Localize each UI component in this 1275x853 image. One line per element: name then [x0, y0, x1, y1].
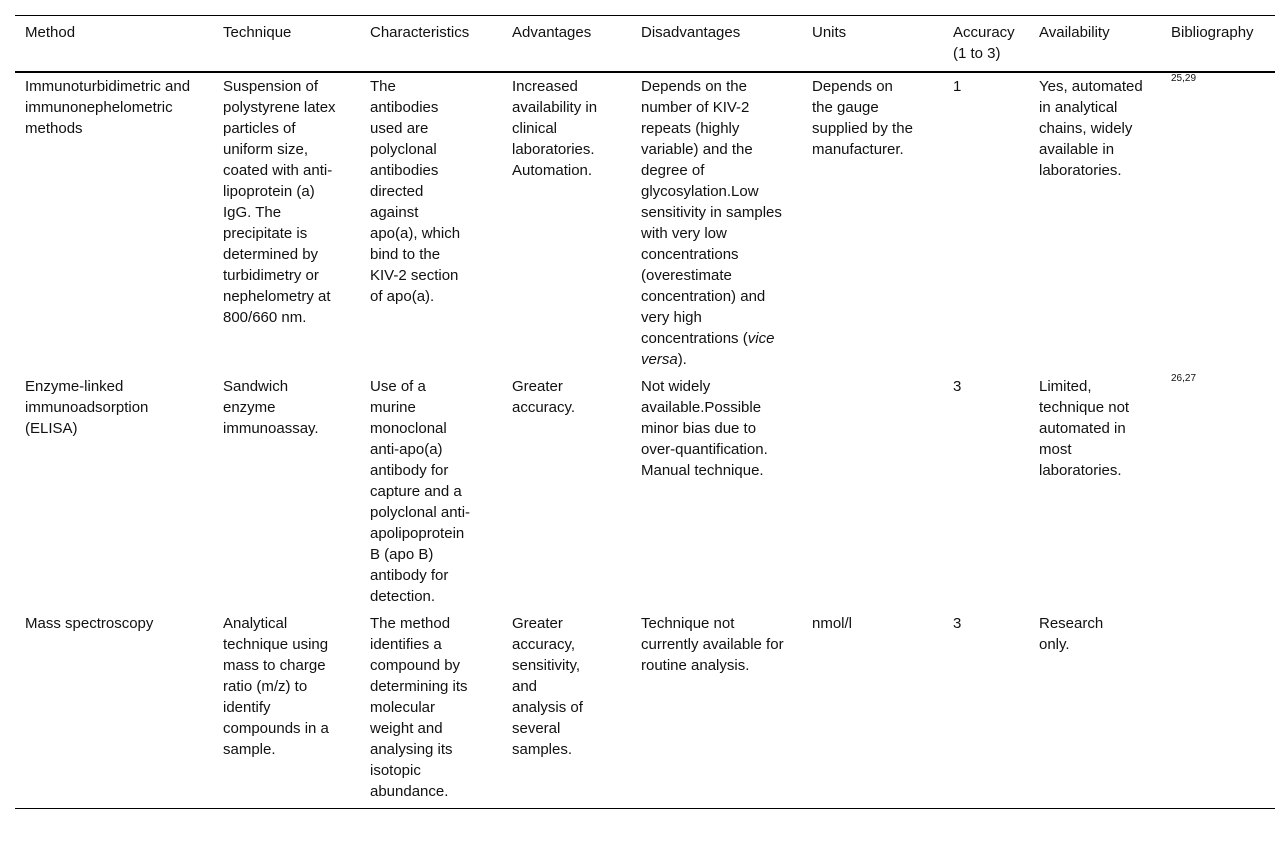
header-availability: Availability — [1039, 24, 1110, 41]
cell-availability: Limited, technique not automated in most laboratories. — [1039, 378, 1130, 479]
cell-advantages: Increased availability in clinical laboratories. Automation. — [512, 78, 598, 179]
table-row — [15, 373, 1275, 610]
cell-availability: Yes, automated in analytical chains, widely available in laboratories. — [1039, 78, 1143, 179]
cell-technique: Analytical technique using mass to charge ratio (m/z) to identify compounds in a sample. — [223, 615, 329, 758]
cell-characteristics: The method identifies a compound by determining its molecular weight and analysing its isotopic abundance. — [370, 615, 468, 800]
cell-characteristics: Use of a murine monoclonal anti-apo(a) antibody for capture and a polyclonal anti-apolipoprotein B (apo B) antibody for detection. — [370, 378, 471, 605]
cell-method: Enzyme-linked immunoadsorption (ELISA) — [25, 378, 149, 437]
cell-method: Mass spectroscopy — [25, 615, 154, 632]
header-advantages: Advantages — [512, 24, 592, 41]
cell-disadvantages — [631, 72, 802, 373]
table-row — [15, 72, 1275, 373]
cell-advantages: Greater accuracy, sensitivity, and analysis of several samples. — [512, 615, 583, 758]
cell-accuracy: 3 — [953, 378, 962, 395]
cell-advantages: Greater accuracy. — [512, 378, 576, 416]
cell-units: Depends on the gauge supplied by the manufacturer. — [812, 78, 913, 158]
cell-characteristics: The antibodies used are polyclonal antibodies directed against apo(a), which bind to the KIV-2 section of apo(a). — [370, 78, 461, 305]
header-technique: Technique — [223, 24, 292, 41]
header-units: Units — [812, 24, 847, 41]
cell-disadvantages: Not widely available.Possible minor bias due to over-quantification. Manual technique. — [641, 378, 768, 479]
cell-technique: Suspension of polystyrene latex particles of uniform size, coated with anti-lipoprotein (a) IgG. The precipitate is determined by turbidimetry or nephelometry at 800/660 nm. — [223, 78, 336, 326]
cell-bibliography — [1161, 373, 1275, 610]
disadvantages-end: ). — [677, 351, 687, 368]
cell-availability: Research only. — [1039, 615, 1104, 653]
disadvantages-italic: vice versa — [641, 330, 775, 368]
cell-disadvantages: Technique not currently available for routine analysis. — [641, 615, 784, 674]
disadvantages-text: Depends on the number of KIV-2 repeats (highly variable) and the degree of glycosylation.Low sensitivity in samples with very low concentrations (overestimate concentration) and very high concentrations ( — [641, 78, 782, 347]
header-row — [15, 16, 1275, 73]
cell-technique: Sandwich enzyme immunoassay. — [223, 378, 319, 437]
methods-table — [15, 15, 1275, 809]
header-disadvantages: Disadvantages — [641, 24, 741, 41]
cell-accuracy: 1 — [953, 78, 962, 95]
cell-method: Immunoturbidimetric and immunonephelometric methods — [25, 78, 191, 137]
header-characteristics: Characteristics — [370, 24, 470, 41]
header-accuracy: Accuracy (1 to 3) — [953, 24, 1015, 62]
bibliography-ref: 26,27 — [1171, 373, 1197, 384]
bibliography-ref: 25,29 — [1171, 73, 1197, 84]
table-row — [15, 610, 1275, 809]
header-bibliography: Bibliography — [1171, 24, 1254, 41]
header-method: Method — [25, 24, 76, 41]
cell-bibliography — [1161, 72, 1275, 373]
cell-units — [802, 373, 943, 610]
cell-accuracy: 3 — [953, 615, 962, 632]
cell-units: nmol/l — [812, 615, 853, 632]
cell-bibliography — [1161, 610, 1275, 809]
